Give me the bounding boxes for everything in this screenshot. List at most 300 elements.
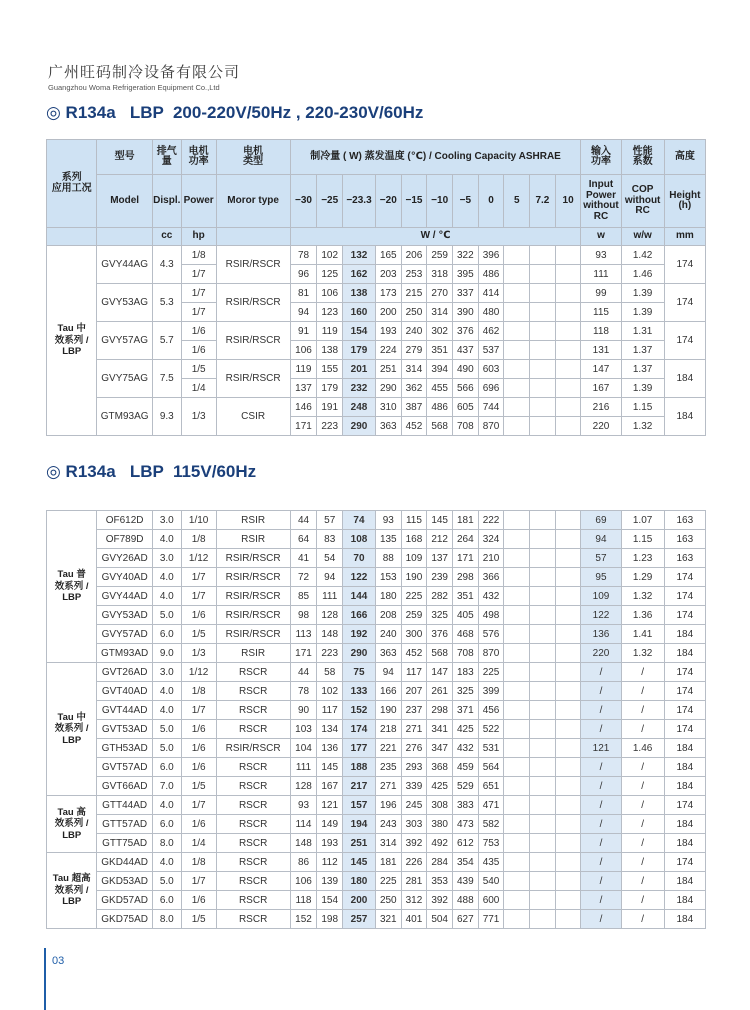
capacity-cell [504,284,530,303]
capacity-cell: 282 [427,587,453,606]
table-row [47,530,706,549]
capacity-cell: 70 [343,549,376,568]
company-name-en: Guangzhou Woma Refrigeration Equipment Co.,Ltd [48,83,220,92]
power-cell: 1/7 [181,587,216,606]
cop-cell: 1.41 [621,625,664,644]
capacity-cell: 312 [401,891,427,910]
capacity-cell: 217 [343,777,376,796]
capacity-cell [504,530,530,549]
motor-cell: RSCR [216,720,290,739]
capacity-cell: 108 [343,530,376,549]
capacity-cell: 223 [317,644,343,663]
capacity-cell: 134 [317,720,343,739]
capacity-cell: 498 [478,606,504,625]
model-cell: GKD53AD [97,872,153,891]
capacity-cell: 155 [317,360,343,379]
displ-cell: 4.0 [152,796,181,815]
capacity-cell [504,815,530,834]
table-row [47,511,706,530]
capacity-cell: 290 [343,417,376,436]
capacity-cell [530,341,556,360]
input-cell: 115 [581,303,621,322]
capacity-cell: 226 [401,853,427,872]
capacity-cell: 118 [290,891,317,910]
height-cell: 174 [664,568,705,587]
power-cell: 1/7 [181,701,216,720]
displ-cell: 4.0 [152,568,181,587]
capacity-cell: 74 [343,511,376,530]
header-motor-cn: 电机 类型 [216,140,290,175]
power-cell: 1/6 [181,739,216,758]
table-row [47,853,706,872]
capacity-cell: 223 [317,417,343,436]
input-cell: / [581,682,621,701]
capacity-cell [555,720,581,739]
model-cell: GKD44AD [97,853,153,872]
capacity-cell: 250 [375,891,401,910]
capacity-cell: 167 [317,777,343,796]
capacity-cell: 222 [478,511,504,530]
model-cell: GTT75AD [97,834,153,853]
capacity-cell: 394 [427,360,453,379]
capacity-cell: 540 [478,872,504,891]
model-cell: GVY57AG [97,322,153,360]
table-row [47,322,706,341]
capacity-cell [530,891,556,910]
power-cell: 1/5 [181,777,216,796]
capacity-cell: 390 [453,303,479,322]
capacity-cell: 44 [290,511,317,530]
page-number: 03 [52,955,65,967]
power-cell: 1/12 [181,663,216,682]
capacity-cell [504,663,530,682]
capacity-cell: 870 [478,417,504,436]
displ-cell: 4.0 [152,587,181,606]
displ-cell: 6.0 [152,625,181,644]
capacity-cell: 259 [401,606,427,625]
capacity-cell: 439 [453,872,479,891]
table-row [47,891,706,910]
capacity-cell [504,303,530,322]
capacity-cell: 179 [317,379,343,398]
series-label: Tau 中 效系列 / LBP [47,246,97,436]
unit-cop: w/w [621,228,664,246]
capacity-cell [555,398,581,417]
header-motor: Moror type [216,175,290,228]
capacity-cell [555,739,581,758]
capacity-cell: 314 [401,360,427,379]
motor-cell: RSIR/RSCR [216,625,290,644]
capacity-cell: 771 [478,910,504,929]
input-cell: 136 [581,625,621,644]
displ-cell: 5.0 [152,739,181,758]
motor-cell: RSCR [216,891,290,910]
capacity-cell: 145 [343,853,376,872]
capacity-cell [555,284,581,303]
capacity-cell: 537 [478,341,504,360]
capacity-cell: 425 [453,720,479,739]
capacity-cell [555,891,581,910]
capacity-cell: 347 [427,739,453,758]
capacity-cell [504,872,530,891]
table-row [47,663,706,682]
input-cell: 220 [581,644,621,663]
table-row [47,644,706,663]
capacity-cell: 492 [427,834,453,853]
displ-cell: 4.0 [152,701,181,720]
capacity-cell [555,663,581,682]
capacity-cell [504,853,530,872]
capacity-cell: 109 [401,549,427,568]
capacity-cell [530,530,556,549]
capacity-cell [504,891,530,910]
capacity-cell: 102 [317,682,343,701]
capacity-cell: 212 [427,530,453,549]
capacity-cell: 271 [401,720,427,739]
input-cell: 95 [581,568,621,587]
capacity-cell: 605 [453,398,479,417]
cop-cell: 1.37 [621,341,664,360]
height-cell: 184 [664,625,705,644]
capacity-cell: 181 [375,853,401,872]
table-row [47,568,706,587]
model-cell: GVT40AD [97,682,153,701]
motor-cell: RSIR/RSCR [216,360,290,398]
header-row-en [47,175,706,228]
capacity-cell: 490 [453,360,479,379]
capacity-cell [530,872,556,891]
motor-cell: RSCR [216,777,290,796]
capacity-cell [504,739,530,758]
capacity-cell: 566 [453,379,479,398]
input-cell: 121 [581,739,621,758]
input-cell: / [581,872,621,891]
capacity-cell [530,625,556,644]
capacity-cell: 200 [343,891,376,910]
capacity-cell: 200 [375,303,401,322]
capacity-cell: 627 [453,910,479,929]
capacity-cell: 354 [453,853,479,872]
power-cell: 1/7 [181,872,216,891]
input-cell: / [581,834,621,853]
cop-cell: 1.07 [621,511,664,530]
height-cell: 174 [664,322,705,360]
height-cell: 184 [664,398,705,436]
capacity-cell: 86 [290,853,317,872]
capacity-cell [530,834,556,853]
capacity-cell: 253 [401,265,427,284]
capacity-cell: 78 [290,682,317,701]
capacity-cell: 115 [401,511,427,530]
power-cell: 1/6 [181,891,216,910]
capacity-cell: 166 [375,682,401,701]
capacity-cell: 168 [401,530,427,549]
capacity-cell: 568 [427,417,453,436]
input-cell: / [581,663,621,682]
capacity-cell [555,530,581,549]
model-cell: GVY44AG [97,246,153,284]
capacity-cell [530,606,556,625]
cop-cell: 1.39 [621,379,664,398]
capacity-cell: 138 [343,284,376,303]
capacity-cell: 85 [290,587,317,606]
capacity-cell: 117 [317,701,343,720]
capacity-cell: 207 [401,682,427,701]
capacity-cell: 145 [317,758,343,777]
capacity-cell: 376 [453,322,479,341]
capacity-cell: 103 [290,720,317,739]
capacity-cell: 58 [317,663,343,682]
displ-cell: 4.0 [152,853,181,872]
capacity-cell: 437 [453,341,479,360]
capacity-cell [555,853,581,872]
capacity-cell: 128 [317,606,343,625]
series-label: Tau 超高 效系列 / LBP [47,853,97,929]
height-cell: 184 [664,758,705,777]
table-row [47,360,706,379]
input-cell: / [581,910,621,929]
capacity-cell: 154 [317,891,343,910]
capacity-cell: 160 [343,303,376,322]
motor-cell: RSCR [216,701,290,720]
capacity-cell [555,587,581,606]
unit-input: w [581,228,621,246]
height-cell: 174 [664,720,705,739]
capacity-cell: 708 [453,644,479,663]
model-cell: GVY40AD [97,568,153,587]
model-cell: GTT44AD [97,796,153,815]
capacity-cell [530,815,556,834]
capacity-cell: 371 [453,701,479,720]
header-temp: 10 [555,175,581,228]
capacity-cell: 240 [375,625,401,644]
capacity-cell: 504 [427,910,453,929]
header-power: Power [181,175,216,228]
capacity-cell: 376 [427,625,453,644]
capacity-cell: 93 [375,511,401,530]
power-cell: 1/5 [181,360,216,379]
capacity-cell: 98 [290,606,317,625]
table-row [47,284,706,303]
capacity-cell: 177 [343,739,376,758]
capacity-cell: 139 [317,872,343,891]
section-title-2: ◎ R134a LBP 115V/60Hz [46,462,257,481]
input-cell: 147 [581,360,621,379]
capacity-cell: 248 [343,398,376,417]
capacity-cell [504,549,530,568]
cop-cell: 1.42 [621,246,664,265]
capacity-cell: 392 [427,891,453,910]
height-cell: 174 [664,284,705,322]
capacity-cell: 284 [427,853,453,872]
capacity-cell: 276 [401,739,427,758]
capacity-cell: 225 [478,663,504,682]
header-cop: COP without RC [621,175,664,228]
model-cell: GVY44AD [97,587,153,606]
capacity-cell: 251 [343,834,376,853]
capacity-cell: 83 [317,530,343,549]
series-label: Tau 中 效系列 / LBP [47,663,97,796]
table-row [47,587,706,606]
capacity-cell: 468 [453,625,479,644]
company-name-cn: 广州旺码制冷设备有限公司 [48,64,241,81]
capacity-cell: 194 [343,815,376,834]
capacity-cell [530,549,556,568]
cop-cell: 1.32 [621,587,664,606]
table-row [47,834,706,853]
height-cell: 174 [664,796,705,815]
cop-cell: / [621,663,664,682]
capacity-cell [504,511,530,530]
capacity-cell: 325 [427,606,453,625]
model-cell: GTM93AG [97,398,153,436]
model-cell: GKD75AD [97,910,153,929]
capacity-cell: 459 [453,758,479,777]
motor-cell: RSIR/RSCR [216,739,290,758]
capacity-cell [555,341,581,360]
capacity-cell [555,379,581,398]
capacity-cell: 132 [343,246,376,265]
capacity-cell [504,910,530,929]
table-row [47,625,706,644]
capacity-cell: 240 [401,322,427,341]
unit-capacity: W / ℃ [290,228,581,246]
capacity-cell: 171 [453,549,479,568]
capacity-cell: 94 [317,568,343,587]
capacity-cell: 153 [375,568,401,587]
displ-cell: 5.7 [152,322,181,360]
capacity-cell [530,663,556,682]
header-capacity: 制冷量 ( W) 蒸发温度 (℃) / Cooling Capacity ASHRAE [290,140,581,175]
capacity-cell: 90 [290,701,317,720]
height-cell: 163 [664,549,705,568]
header-units-blank [97,228,153,246]
cop-cell: / [621,853,664,872]
displ-cell: 3.0 [152,549,181,568]
capacity-cell [530,701,556,720]
height-cell: 174 [664,587,705,606]
motor-cell: RSIR/RSCR [216,568,290,587]
table-row [47,796,706,815]
capacity-cell [530,758,556,777]
height-cell: 184 [664,910,705,929]
capacity-cell [504,265,530,284]
capacity-cell: 208 [375,606,401,625]
model-cell: GVT26AD [97,663,153,682]
header-displ: Displ. [152,175,181,228]
header-temp: 7.2 [530,175,556,228]
capacity-cell: 165 [375,246,401,265]
header-cop-cn: 性能 系数 [621,140,664,175]
capacity-cell: 171 [290,417,317,436]
capacity-cell: 111 [290,758,317,777]
table-row [47,246,706,265]
height-cell: 174 [664,682,705,701]
height-cell: 184 [664,739,705,758]
unit-height: mm [664,228,705,246]
capacity-cell: 264 [453,530,479,549]
capacity-cell [555,625,581,644]
capacity-cell: 298 [427,701,453,720]
capacity-cell: 96 [290,265,317,284]
capacity-cell: 318 [427,265,453,284]
header-temp: −15 [401,175,427,228]
motor-cell: RSIR/RSCR [216,246,290,284]
capacity-cell: 432 [453,739,479,758]
cop-cell: 1.23 [621,549,664,568]
cop-cell: / [621,682,664,701]
capacity-cell: 122 [343,568,376,587]
capacity-cell: 232 [343,379,376,398]
power-cell: 1/7 [181,568,216,587]
capacity-cell: 696 [478,379,504,398]
header-temp: −25 [317,175,343,228]
capacity-cell: 531 [478,739,504,758]
capacity-cell: 456 [478,701,504,720]
header-power-cn: 电机 功率 [181,140,216,175]
capacity-cell: 203 [375,265,401,284]
capacity-cell: 576 [478,625,504,644]
capacity-cell: 152 [290,910,317,929]
capacity-cell: 395 [453,265,479,284]
capacity-cell [504,568,530,587]
capacity-cell: 119 [317,322,343,341]
capacity-cell: 113 [290,625,317,644]
capacity-cell: 452 [401,417,427,436]
header-row-units [47,228,706,246]
motor-cell: RSIR/RSCR [216,549,290,568]
capacity-cell: 300 [401,625,427,644]
table-row [47,739,706,758]
input-cell: 216 [581,398,621,417]
capacity-cell: 310 [375,398,401,417]
cop-cell: 1.15 [621,398,664,417]
series-label: Tau 高 效系列 / LBP [47,796,97,853]
capacity-cell: 462 [478,322,504,341]
capacity-cell: 322 [453,246,479,265]
capacity-cell: 180 [375,587,401,606]
capacity-cell: 106 [290,341,317,360]
model-cell: GVT53AD [97,720,153,739]
model-cell: GTM93AD [97,644,153,663]
header-model-cn: 型号 [97,140,153,175]
capacity-cell: 452 [401,644,427,663]
motor-cell: RSCR [216,682,290,701]
displ-cell: 9.0 [152,644,181,663]
table-row [47,701,706,720]
capacity-cell: 180 [343,872,376,891]
capacity-cell [555,758,581,777]
input-cell: 94 [581,530,621,549]
capacity-cell [530,303,556,322]
capacity-cell: 239 [427,568,453,587]
capacity-cell: 166 [343,606,376,625]
capacity-cell: 582 [478,815,504,834]
capacity-cell: 193 [375,322,401,341]
capacity-cell: 612 [453,834,479,853]
capacity-cell: 325 [453,682,479,701]
capacity-cell [555,872,581,891]
capacity-cell: 94 [375,663,401,682]
capacity-cell: 387 [401,398,427,417]
capacity-cell: 290 [375,379,401,398]
capacity-cell: 154 [343,322,376,341]
table-row [47,872,706,891]
input-cell: / [581,777,621,796]
capacity-cell [530,853,556,872]
capacity-cell: 181 [453,511,479,530]
power-cell: 1/6 [181,606,216,625]
